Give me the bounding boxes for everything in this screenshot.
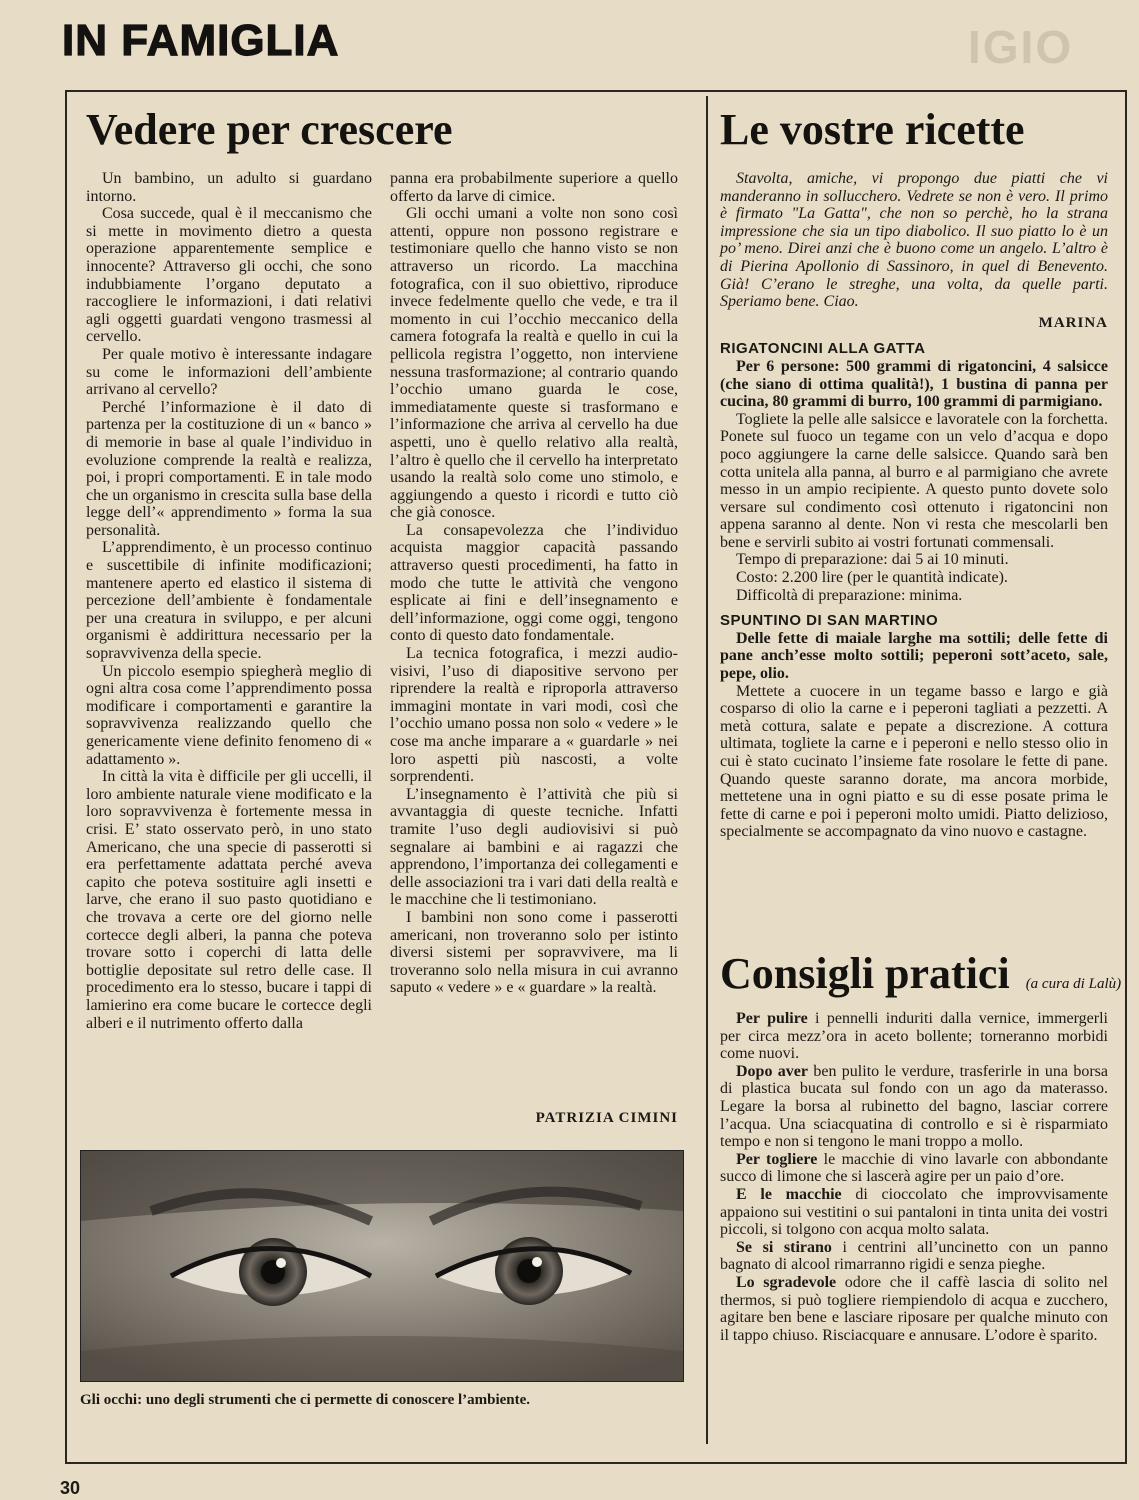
tip-text: i centrini all’uncinetto con un panno bagnato di alcool rimarranno rigidi e senza pieghe. (720, 1238, 1109, 1274)
paragraph: Un bambino, un adulto si guardano intorno. (86, 170, 372, 205)
recipe1-method: Togliete la pelle alle salsicce e lavoratele con la forchetta. Ponete sul fuoco un tegame con un velo d’acqua e dopo poco aggiungere la carne delle salsicce. Quando sarà ben cotta unitela alla panna, al burro e al parmigiano che avrete messo in un ampio recipiente. A questo punto dovete solo versare sul condimento così ottenuto i rigatoncini non appena saranno al dente. Non vi resta che mescolarli ben bene e servirli subito ai vostri fortunati commensali. (720, 410, 1108, 551)
article-title-vedere: Vedere per crescere (86, 105, 453, 154)
eyes-photo (80, 1150, 684, 1382)
paragraph: Gli occhi umani a volte non sono così attenti, oppure non possono registrare e testimoniare quello che hanno visto se non attraverso un ricordo. La macchina fotografica, con il suo obiettivo, riproduce invece fedelmente quello che vede, e tra il momento in cui l’occhio meccanico della camera fotografa la realtà e quello in cui la pellicola registra l’oggetto, non interviene nessuna trasformazione; al contrario quando l’occhio umano guarda le cose, immediatamente queste si trasformano e l’informazione che arriva al cervello ha due aspetti, uno è quello relativo alla realtà, l’altro è quello che il cervello ha interpretato usando la realtà solo come uno stimolo, e aggiungendo a questo i ricordi e tutto ciò che già conosce. (390, 205, 678, 522)
section-header: IN FAMIGLIA (62, 16, 340, 65)
article-title-consigli (720, 948, 1121, 1010)
tip-item (720, 1274, 1108, 1344)
recipe1-difficulty: Difficoltà di preparazione: minima. (736, 586, 963, 604)
paragraph: L’insegnamento è l’attività che più si avvantaggia di queste tecniche. Infatti tramite l’uso degli audiovisivi si può segnalare ai bambini e ai ragazzi che apprendono, l’importanza dei collegamenti e delle associazioni tra i vari dati della realtà e le macchine che li testimoniano. (390, 785, 678, 909)
paragraph: panna era probabilmente superiore a quello offerto da larve di cimice. (390, 170, 678, 205)
tip-text: le macchie di vino lavarle con abbondante succo di limone che si lascerà agire per un paio d’ore. (720, 1150, 1109, 1186)
recipes-intro: Stavolta, amiche, vi propongo due piatti che vi manderanno in sollucchero. Vedrete se non è vero. Il primo è firmato "La Gatta", che non so perchè, ho la strana impressione che sia un tipo diabolico. Il suo piatto lo è un po’ meno. Direi anzi che è buono come un angelo. L’altro è di Pierina Apollonio di Sassinoro, in quel di Benevento. Già! C’erano le streghe, una volta, da quelle parti. Speriamo bene. Ciao. (720, 170, 1108, 311)
paragraph: I bambini non sono come i passerotti americani, non troveranno solo per istinto diversi sistemi per sopravvivere, ma li troveranno solo nella misura in cui avranno saputo « vedere » e « guardare » la realtà. (390, 908, 678, 997)
recipe2-method: Mettete a cuocere in un tegame basso e largo e già cosparso di olio la carne e i peperoni tagliati a pezzetti. A metà cottura, salate e pepate a discrezione. A cottura ultimata, togliete la carne e i peperoni e nello stesso olio in cui è stato cucinato l’insieme fate rosolare le fette di pane. Quando queste saranno dorate, ma ancora morbide, mettetene una in ogni piatto e su di esse posate prima le fette di carne e poi i peperoni molto umidi. Piatto delizioso, specialmente se accompagnato da vino nuovo e castagne. (720, 682, 1108, 841)
recipe1-ingredients: Per 6 persone: 500 grammi di rigatoncini, 4 salsicce (che siano di ottima qualità!), 1 bustina di panna per cucina, 80 grammi di burro, 100 grammi di parmigiano. (720, 357, 1108, 411)
article1-column-2 (390, 170, 678, 997)
consigli-credit: (a cura di Lalù) (1025, 976, 1122, 992)
consigli-title: Consigli pratici (720, 949, 1010, 998)
recipe2-ingredients: Delle fette di maiale larghe ma sottili; delle fette di pane anch’esse molto sottili; peperoni sott’aceto, sale, pepe, olio. (720, 629, 1108, 683)
paragraph: Cosa succede, qual è il meccanismo che si mette in movimento dietro a questa operazione apparentemente semplice e innocente? Attraverso gli occhi, che sono indubbiamente l’organo deputato a raccogliere le informazioni, i dati relativi agli oggetti guardati vengono trasmessi al cervello. (86, 205, 372, 346)
tip-text: ben pulito le verdure, trasferirle in una borsa di plastica bucata sul fondo con un ago da materasso. Legare la borsa al rubinetto del bagno, lasciar correre l’acqua. Una sciacquatina di controllo e si è risparmiato tempo e non si tengono le mani troppo a mollo. (720, 1062, 1109, 1151)
recipe1-title: RIGATONCINI ALLA GATTA (720, 340, 926, 358)
recipes-column (720, 170, 1108, 841)
tip-text: di cioccolato che improvvisamente appaiono sui vestitini o sui pantaloni in tinta unita dei vostri piccoli, si tolgono con acqua molto salata. (720, 1185, 1108, 1239)
tip-item (720, 1186, 1108, 1239)
tips-column (720, 1010, 1108, 1344)
tip-item (720, 1239, 1108, 1274)
author-byline: PATRIZIA CIMINI (535, 1110, 678, 1126)
paragraph: La tecnica fotografica, i mezzi audio-visivi, l’uso di diapositive servono per riprendere la realtà e riproporla attraverso immagini montate in vari modi, così che l’occhio umano possa non solo « vedere » le cose ma anche imparare a « guardarle » nei loro aspetti più nascosti, a volte sorprendenti. (390, 645, 678, 786)
paragraph: Perché l’informazione è il dato di partenza per la costituzione di un « banco » di memorie in base al quale l’individuo in evoluzione comprende la realtà e realizza, poi, i propri comportamenti. E in tale modo che un organismo in crescita sulla base della legge dell’« apprendimento » forma la sua personalità. (86, 398, 372, 539)
column-divider (706, 96, 708, 1444)
paragraph: In città la vita è difficile per gli uccelli, il loro ambiente naturale viene modificato e la loro sopravvivenza è fortemente messa in crisi. E’ stato osservato però, in uno stato Americano, che una specie di passerotti si era perfettamente adattata perché aveva capito che poteva sostituire agli insetti e larve, che erano il suo pasto quotidiano e che trovava a certe ore del giorno nelle cortecce degli alberi, la panna che poteva trovare sotto i coperchi di latta delle bottiglie depositate sul retro delle case. Il procedimento era lo stesso, bucare i tappi di lamierino era come bucare le cortecce degli alberi e il nutrimento offerto dalla (86, 768, 372, 1032)
recipes-signature: MARINA (1038, 314, 1108, 331)
article1-column-1 (86, 170, 372, 1032)
photo-caption: Gli occhi: uno degli strumenti che ci permette di conoscere l’ambiente. (80, 1392, 531, 1408)
article-title-ricette: Le vostre ricette (720, 105, 1025, 154)
bleed-text: IGIO (968, 21, 1074, 73)
paragraph: La consapevolezza che l’individuo acquista maggior capacità passando attraverso questi procedimenti, ha fatto in modo che tutte le attività che vengono esplicate ai fini e dell’insegnamento e dell’informazione, oggi come oggi, tengono conto di questo dato fondamentale. (390, 521, 678, 645)
tip-lead: E le macchie (736, 1185, 842, 1203)
paragraph: L’apprendimento, è un processo continuo e suscettibile di infinite modificazioni; mantenere aperto ed elastico il sistema di percezione dell’ambiente è fondamentale per una creatura in sviluppo, e per alcuni organismi è addirittura necessario per la sopravvivenza della specie. (86, 539, 372, 663)
tip-lead: Lo sgradevole (736, 1273, 837, 1291)
tip-text: i pennelli induriti dalla vernice, immergerli per circa mezz’ora in aceto bollente; torneranno morbidi come nuovi. (720, 1010, 1108, 1063)
paragraph: Per quale motivo è interessante indagare su come le informazioni dell’ambiente arrivano al cervello? (86, 345, 372, 399)
tip-lead: Se si stirano (736, 1238, 832, 1256)
tip-item (720, 1010, 1108, 1063)
recipe1-cost: Costo: 2.200 lire (per le quantità indicate). (736, 569, 1008, 587)
tip-lead: Dopo aver (736, 1062, 809, 1080)
tip-item (720, 1063, 1108, 1151)
recipe1-time: Tempo di preparazione: dai 5 ai 10 minuti. (736, 551, 1009, 569)
tip-lead: Per pulire (736, 1010, 808, 1027)
tip-item (720, 1151, 1108, 1186)
tip-text: odore che il caffè lascia di solito nel thermos, si può togliere riempiendolo di acqua e zucchero, agitare ben bene e lasciare riposare per qualche minuto con il tappo chiuso. Risciacquare e annusare. L’odore è sparito. (720, 1273, 1109, 1344)
recipe2-title: SPUNTINO DI SAN MARTINO (720, 612, 939, 630)
tip-lead: Per togliere (736, 1150, 818, 1168)
page-number: 30 (60, 1478, 81, 1498)
paragraph: Un piccolo esempio spiegherà meglio di ogni altra cosa come l’apprendimento possa modificare i comportamenti e garantire la sopravvivenza realizzando quello che genericamente viene definito fenomeno di « adattamento ». (86, 662, 372, 768)
eyes-illustration (81, 1151, 683, 1381)
